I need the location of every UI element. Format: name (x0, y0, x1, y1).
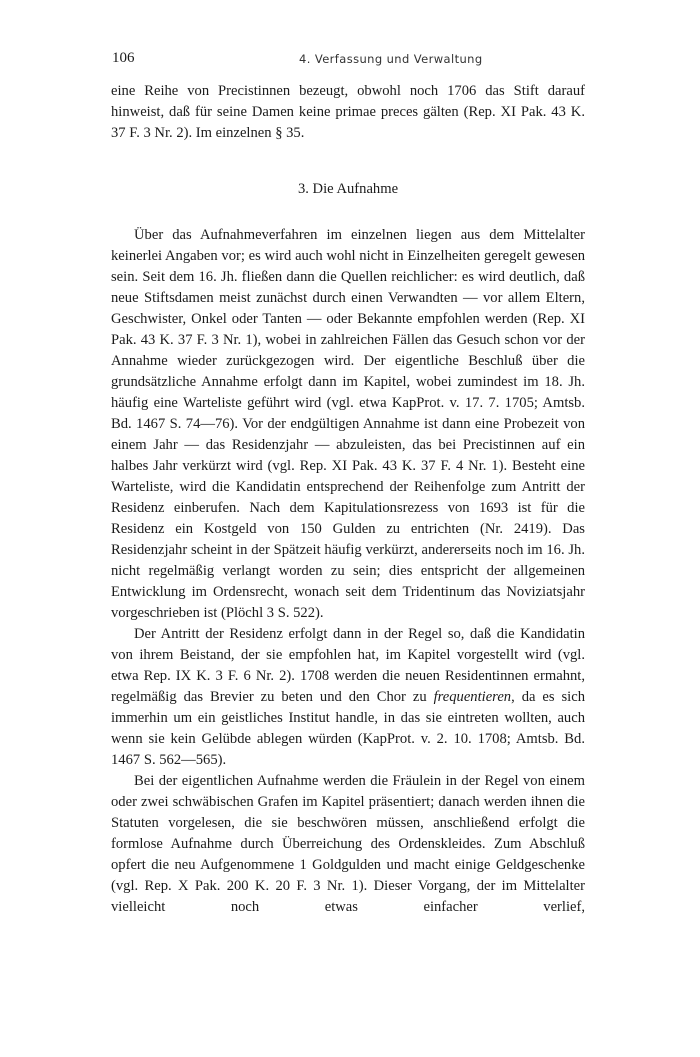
page-number: 106 (112, 50, 135, 66)
body-text (111, 81, 585, 918)
paragraph-2 (111, 624, 585, 771)
intro-paragraph: eine Reihe von Precistinnen bezeugt, obwohl noch 1706 das Stift darauf hinweist, daß für seine Damen keine primae preces gälten (Rep. XI Pak. 43 K. 37 F. 3 Nr. 2). Im einzelnen § 35. (111, 83, 585, 141)
paragraph-2-italic-term: frequentieren (433, 689, 512, 705)
section-heading: 3. Die Aufnahme (297, 181, 399, 197)
paragraph-2-text-start: Der Antritt der Residenz erfolgt dann in der Regel so, daß die Kandidatin von ihrem Beistand, der sie empfohlen hat, im Kapitel vorgestellt wird (vgl. etwa Rep. IX K. 3 F. 6 Nr. 2). 1708 werden die neuen Residentinnen ermahnt, regelmäßig das Brevier zu beten und den Chor zu (111, 626, 585, 705)
running-head: 4. Verfassung und Verwaltung (299, 52, 483, 66)
paragraph-1: Über das Aufnahmeverfahren im einzelnen liegen aus dem Mittelalter keinerlei Angaben vor; es wird auch wohl nicht in Einzelheiten geregelt gewesen sein. Seit dem 16. Jh. fließen dann die Quellen reichlicher: es wird deutlich, daß neue Stiftsdamen meist zunächst durch einen Verwandten — vor allem Eltern, Geschwister, Onkel oder Tanten — oder Bekannte empfohlen werden (Rep. XI Pak. 43 K. 37 F. 3 Nr. 1), wobei in zahlreichen Fällen das Gesuch schon vor der Annahme wieder zurückgezogen wird. Der eigentliche Beschluß über die grundsätzliche Annahme erfolgt dann im Kapitel, wobei zumindest im 18. Jh. häufig eine Warteliste geführt wird (vgl. etwa KapProt. v. 17. 7. 1705; Amtsb. Bd. 1467 S. 74—76). Vor der endgültigen Annahme ist dann eine Probezeit von einem Jahr — das Residenzjahr — abzuleisten, das bei Precistinnen auf ein halbes Jahr verkürzt wird (vgl. Rep. XI Pak. 43 K. 37 F. 4 Nr. 1). Besteht eine Warteliste, wird die Kandidatin entsprechend der Reihenfolge zum Antritt der Residenz einberufen. Nach dem Kapitulationsrezess von 1693 ist für die Residenz ein Kostgeld von 150 Gulden zu entrichten (Nr. 2419). Das Residenzjahr scheint in der Spätzeit häufig verkürzt, andererseits noch im 16. Jh. nicht regelmäßig verlangt worden zu sein; dies entspricht der allgemeinen Entwicklung im Ordensrecht, wonach seit dem Tridentinum das Noviziatsjahr vorgeschrieben ist (Plöchl 3 S. 522). (111, 227, 585, 621)
paragraph-2-text-end: , da es sich immerhin um ein geistliches Institut handle, in das sie eintreten wollten, auch wenn sie kein Gelübde ablegen würden (KapProt. v. 2. 10. 1708; Amtsb. Bd. 1467 S. 562—565). (111, 689, 585, 768)
paragraph-3: Bei der eigentlichen Aufnahme werden die Fräulein in der Regel von einem oder zwei schwäbischen Grafen im Kapitel präsentiert; danach werden ihnen die Statuten vorgelesen, die sie beschwören müssen, anschließend erfolgt die formlose Aufnahme durch Überreichung des Ordenskleides. Zum Abschluß opfert die neu Aufgenommene 1 Goldgulden und macht einige Geldgeschenke (vgl. Rep. X Pak. 200 K. 20 F. 3 Nr. 1). Dieser Vorgang, der im Mittelalter vielleicht noch etwas einfacher verlief, (111, 773, 585, 915)
